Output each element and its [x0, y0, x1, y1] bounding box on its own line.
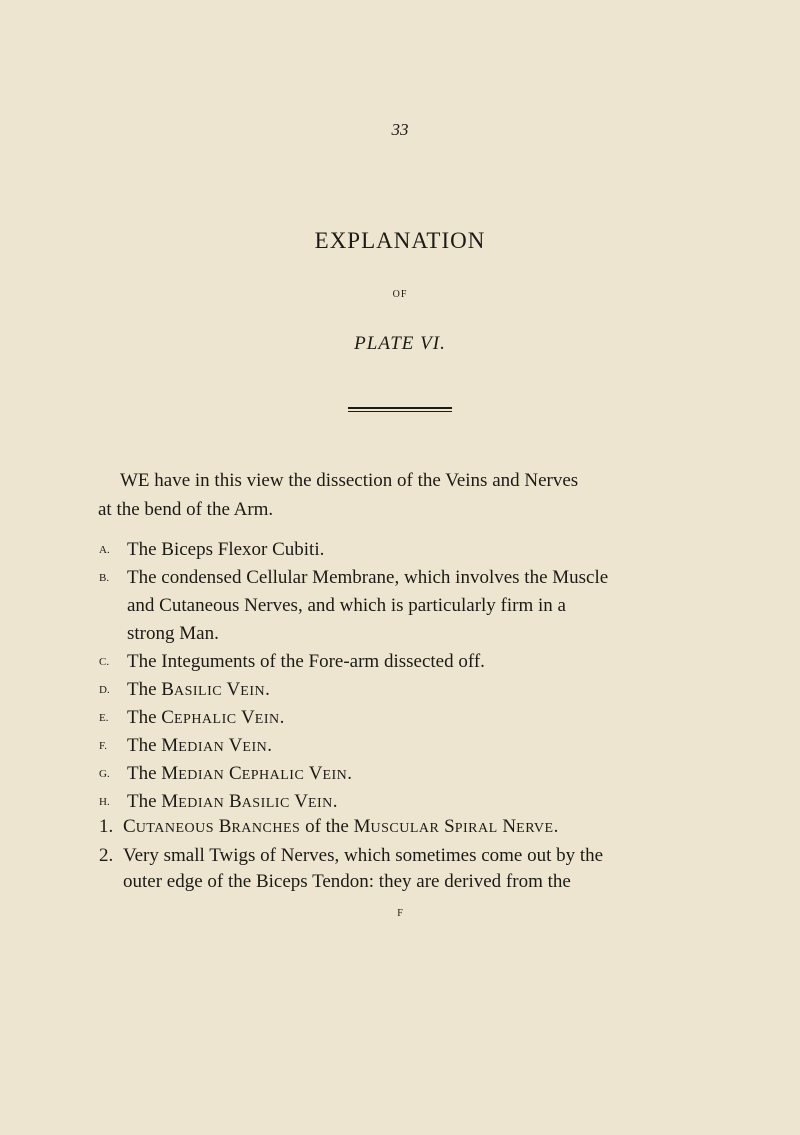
list-item: [99, 704, 659, 734]
item-text: strong Man.: [127, 623, 219, 644]
intro-paragraph: [98, 466, 658, 524]
page-title: EXPLANATION: [314, 228, 486, 253]
small-caps-rest: EIN: [242, 740, 268, 755]
small-caps-initial: V: [228, 735, 243, 756]
small-caps-rest: EIN: [240, 684, 266, 699]
plain-text: of the: [305, 816, 349, 837]
item-label: C.: [99, 656, 110, 668]
page-number: 33: [391, 120, 409, 139]
item-label: E.: [99, 712, 109, 724]
item-label: 1.: [99, 816, 114, 837]
small-caps-initial: M: [353, 816, 371, 837]
list-item: [99, 536, 659, 564]
item-text: The MEDIAN BASILIC VEIN.: [127, 791, 338, 812]
small-caps-rest: EIN: [322, 768, 348, 783]
small-caps-rest: EPHALIC: [241, 768, 305, 783]
item-label: G.: [99, 768, 110, 780]
item-text: and Cutaneous Nerves, and which is particularly firm in a: [127, 595, 566, 616]
plate-heading: PLATE VI.: [354, 333, 446, 354]
small-caps-initial: V: [294, 791, 308, 812]
small-caps-initial: C: [123, 816, 136, 837]
small-caps-initial: B: [218, 816, 232, 837]
small-caps-rest: PIRAL: [454, 821, 498, 836]
item-text: The CEPHALIC VEIN.: [127, 707, 285, 728]
item-text: The condensed Cellular Membrane, which involves the Muscle: [127, 567, 609, 588]
intro-line: WE have in this view the dissection of the Veins and Nerves: [120, 470, 579, 491]
item-text: The Biceps Flexor Cubiti.: [127, 539, 325, 560]
intro-line: at the bend of the Arm.: [98, 499, 274, 520]
small-caps-initial: V: [308, 763, 323, 784]
small-caps-initial: M: [161, 791, 179, 812]
small-caps-rest: EDIAN: [178, 768, 225, 783]
list-item: [99, 648, 659, 676]
item-text: Very small Twigs of Nerves, which sometimes come out by the: [123, 845, 604, 866]
small-caps-initial: M: [161, 763, 179, 784]
small-caps-initial: M: [161, 735, 179, 756]
small-caps-initial: N: [502, 816, 517, 837]
small-caps-rest: ASILIC: [173, 684, 223, 699]
small-caps-rest: USCULAR: [370, 821, 440, 836]
item-label: B.: [99, 572, 110, 584]
small-caps-initial: C: [161, 707, 174, 728]
small-caps-initial: V: [226, 679, 241, 700]
small-caps-initial: C: [229, 763, 242, 784]
item-text: CUTANEOUS BRANCHES of the MUSCULAR SPIRAL NERVE.: [123, 816, 559, 837]
title-connector: OF: [392, 289, 408, 300]
list-item: [99, 732, 659, 762]
divider-thick: [348, 407, 452, 409]
list-item: [99, 814, 659, 842]
small-caps-rest: ASILIC: [241, 796, 290, 811]
small-caps-initial: S: [444, 816, 455, 837]
small-caps-rest: EIN: [254, 712, 280, 727]
list-item: [99, 676, 659, 706]
small-caps-rest: EPHALIC: [173, 712, 237, 727]
item-label: H.: [99, 796, 110, 808]
small-caps-rest: EIN: [307, 796, 333, 811]
small-caps-rest: EDIAN: [178, 796, 225, 811]
small-caps-rest: ERVE: [516, 821, 554, 836]
divider-thin: [348, 411, 452, 412]
signature-mark: F: [397, 908, 403, 919]
item-text: The BASILIC VEIN.: [127, 679, 270, 700]
item-text: The MEDIAN CEPHALIC VEIN.: [127, 763, 353, 784]
item-text: outer edge of the Biceps Tendon: they are derived from the: [123, 871, 571, 892]
item-label: D.: [99, 684, 110, 696]
item-label: A.: [99, 544, 110, 556]
list-item: [99, 843, 659, 895]
list-item: [99, 564, 659, 648]
item-text: The MEDIAN VEIN.: [127, 735, 272, 756]
list-item: [99, 760, 659, 790]
item-label: 2.: [99, 845, 114, 866]
small-caps-rest: EDIAN: [178, 740, 225, 755]
item-label: F.: [99, 740, 107, 752]
small-caps-initial: B: [229, 791, 242, 812]
small-caps-rest: UTANEOUS: [135, 821, 215, 836]
small-caps-initial: B: [161, 679, 174, 700]
small-caps-rest: RANCHES: [231, 821, 301, 836]
small-caps-initial: V: [241, 707, 255, 728]
item-text: The Integuments of the Fore-arm dissected off.: [127, 651, 485, 672]
